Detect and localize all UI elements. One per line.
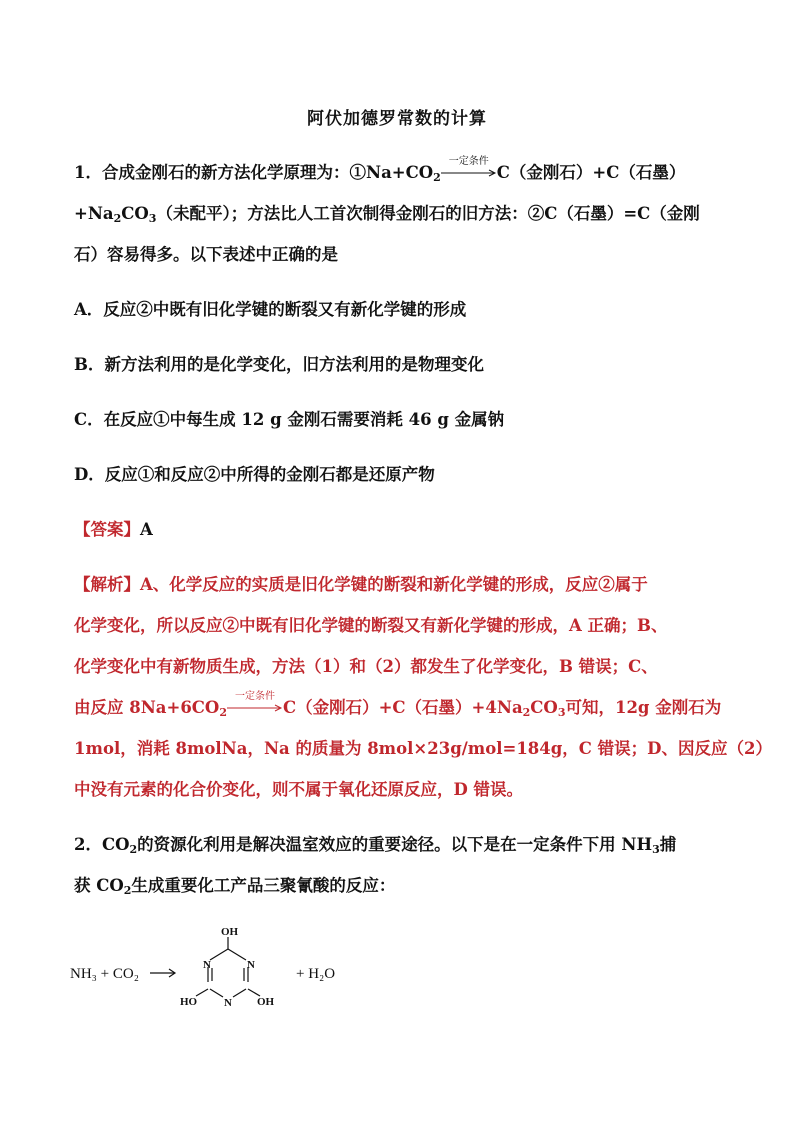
subscript: 2 xyxy=(433,171,441,184)
oh-left-label: HO xyxy=(180,996,198,1008)
q2-stem-text: 获 CO xyxy=(74,876,124,895)
q1-stem-text: C（金刚石）+C（石墨） xyxy=(496,163,686,182)
arrow-condition: 一定条件 xyxy=(448,155,489,167)
q1-stem-text: +Na xyxy=(74,204,114,223)
q1-analysis-line-5: 1mol，消耗 8molNa，Na 的质量为 8mol×23g/mol=184g，C 错误；D、因反应（2） xyxy=(74,739,772,758)
analysis-text: A、化学反应的实质是旧化学键的断裂和新化学键的形成，反应②属于 xyxy=(140,575,648,594)
answer-label: 【答案】 xyxy=(74,520,140,539)
q1-analysis-line-2: 化学变化，所以反应②中既有旧化学键的断裂又有新化学键的形成，A 正确；B、 xyxy=(74,616,668,635)
subscript: 2 xyxy=(219,706,227,719)
ring-n-label: N xyxy=(247,959,255,971)
q1-stem-line-1 xyxy=(74,155,686,186)
q1-option-c: C．在反应①中每生成 12 g 金刚石需要消耗 46 g 金属钠 xyxy=(74,410,505,429)
arrow-condition: 一定条件 xyxy=(234,690,275,702)
ring-n-label: N xyxy=(224,997,232,1009)
q1-stem-text: （未配平）；方法比人工首次制得金刚石的旧方法：②C（石墨）=C（金刚 xyxy=(156,204,700,223)
analysis-text: 可知，12g 金刚石为 xyxy=(565,698,722,717)
q2-stem-text: 捕 xyxy=(659,835,677,854)
page-title: 阿伏加德罗常数的计算 xyxy=(307,109,487,129)
subscript: 3 xyxy=(557,706,566,719)
q1-stem-line-3: 石）容易得多。以下表述中正确的是 xyxy=(74,245,338,264)
analysis-text: 由反应 8Na+6CO xyxy=(74,698,220,717)
oh-top-label: OH xyxy=(221,926,239,938)
analysis-text: C（金刚石）+C（石墨）+4Na xyxy=(282,698,523,717)
reactants-label: NH₃ + CO₂ xyxy=(70,966,139,982)
q1-stem-text: 1．合成金刚石的新方法化学原理为：①Na+CO xyxy=(74,163,434,182)
subscript: 2 xyxy=(123,884,132,897)
q1-analysis-line-3: 化学变化中有新物质生成，方法（1）和（2）都发生了化学变化，B 错误；C、 xyxy=(74,657,658,676)
q2-stem-text: 的资源化利用是解决温室效应的重要途径。以下是在一定条件下用 NH xyxy=(137,835,653,854)
analysis-label: 【解析】 xyxy=(74,575,140,594)
q2-stem-text: 生成重要化工产品三聚氰酸的反应： xyxy=(131,876,396,895)
condition-arrow xyxy=(441,155,497,184)
reaction-arrow-icon xyxy=(150,969,175,977)
ring-n-label: N xyxy=(203,959,211,971)
q1-option-b: B．新方法利用的是化学变化，旧方法利用的是物理变化 xyxy=(74,355,484,374)
reaction-figure xyxy=(70,925,430,1025)
q2-stem-line-2 xyxy=(74,873,395,899)
q1-stem-line-2 xyxy=(74,201,700,227)
q1-analysis-line-6: 中没有元素的化合价变化，则不属于氧化还原反应，D 错误。 xyxy=(74,780,524,799)
products-label: + H₂O xyxy=(296,966,336,982)
arrow-icon xyxy=(441,168,497,178)
q1-stem-text: CO xyxy=(121,204,149,223)
q2-stem-line-1 xyxy=(74,832,676,858)
arrow-icon xyxy=(227,703,283,713)
q1-answer xyxy=(74,517,153,543)
subscript: 3 xyxy=(652,843,660,856)
answer-value: A xyxy=(140,520,153,539)
subscript: 2 xyxy=(522,706,531,719)
subscript: 2 xyxy=(129,843,138,856)
subscript: 3 xyxy=(148,212,157,225)
cyanuric-acid-structure xyxy=(180,926,275,1009)
q1-analysis-line-4 xyxy=(74,690,722,721)
q2-stem-text: 2．CO xyxy=(74,835,130,854)
subscript: 2 xyxy=(113,212,122,225)
condition-arrow xyxy=(227,690,283,719)
q1-analysis-line-1 xyxy=(74,572,648,598)
q1-option-a: A．反应②中既有旧化学键的断裂又有新化学键的形成 xyxy=(74,300,467,319)
oh-right-label: OH xyxy=(257,996,275,1008)
q1-option-d: D．反应①和反应②中所得的金刚石都是还原产物 xyxy=(74,465,435,484)
analysis-text: CO xyxy=(530,698,558,717)
